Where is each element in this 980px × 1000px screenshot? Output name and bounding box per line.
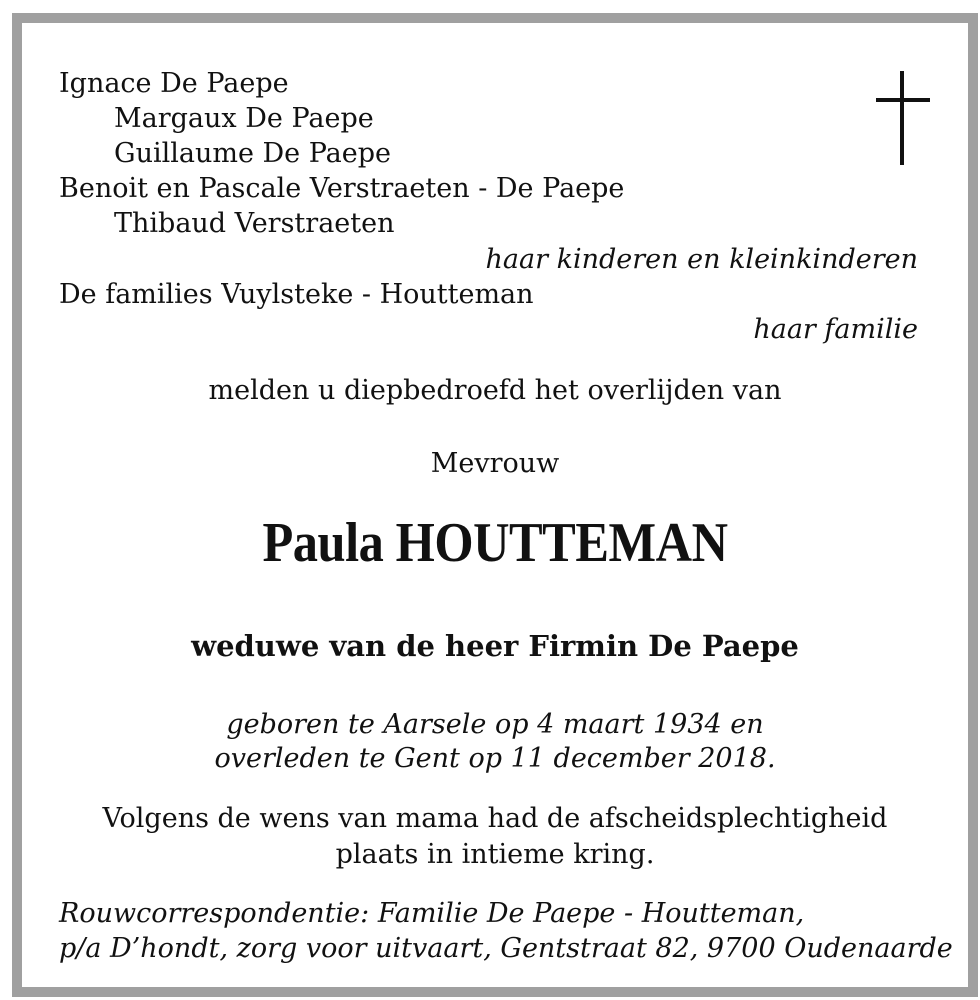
cross-icon: [874, 71, 934, 171]
honorific-title: Mevrouw: [430, 448, 560, 479]
death-text: overleden te Gent op 11 december 2018.: [214, 743, 776, 774]
family-member-3: Guillaume De Paepe: [114, 138, 392, 169]
family-member-4: Benoit en Pascale Verstraeten - De Paepe: [59, 173, 625, 204]
widow-of-text: weduwe van de heer Firmin De Paepe: [191, 629, 799, 663]
correspondence-line-1: Rouwcorrespondentie: Familie De Paepe - Houtteman,: [59, 898, 805, 929]
children-label: haar kinderen en kleinkinderen: [485, 244, 918, 275]
family-member-1: Ignace De Paepe: [59, 68, 289, 99]
deceased-name: Paula HOUTTEMAN: [262, 512, 728, 574]
family-label: haar familie: [753, 314, 918, 345]
ceremony-line-1: Volgens de wens van mama had de afscheidsplechtigheid: [102, 803, 888, 834]
other-family: De families Vuylsteke - Houtteman: [59, 279, 534, 310]
announcement-text: melden u diepbedroefd het overlijden van: [208, 375, 782, 406]
correspondence-line-2: p/a D’hondt, zorg voor uitvaart, Gentstraat 82, 9700 Oudenaarde: [59, 933, 953, 964]
ceremony-line-2: plaats in intieme kring.: [335, 839, 655, 870]
birth-text: geboren te Aarsele op 4 maart 1934 en: [226, 709, 764, 740]
obituary-card: [12, 13, 978, 997]
family-member-2: Margaux De Paepe: [114, 103, 374, 134]
family-member-5: Thibaud Verstraeten: [114, 208, 395, 239]
